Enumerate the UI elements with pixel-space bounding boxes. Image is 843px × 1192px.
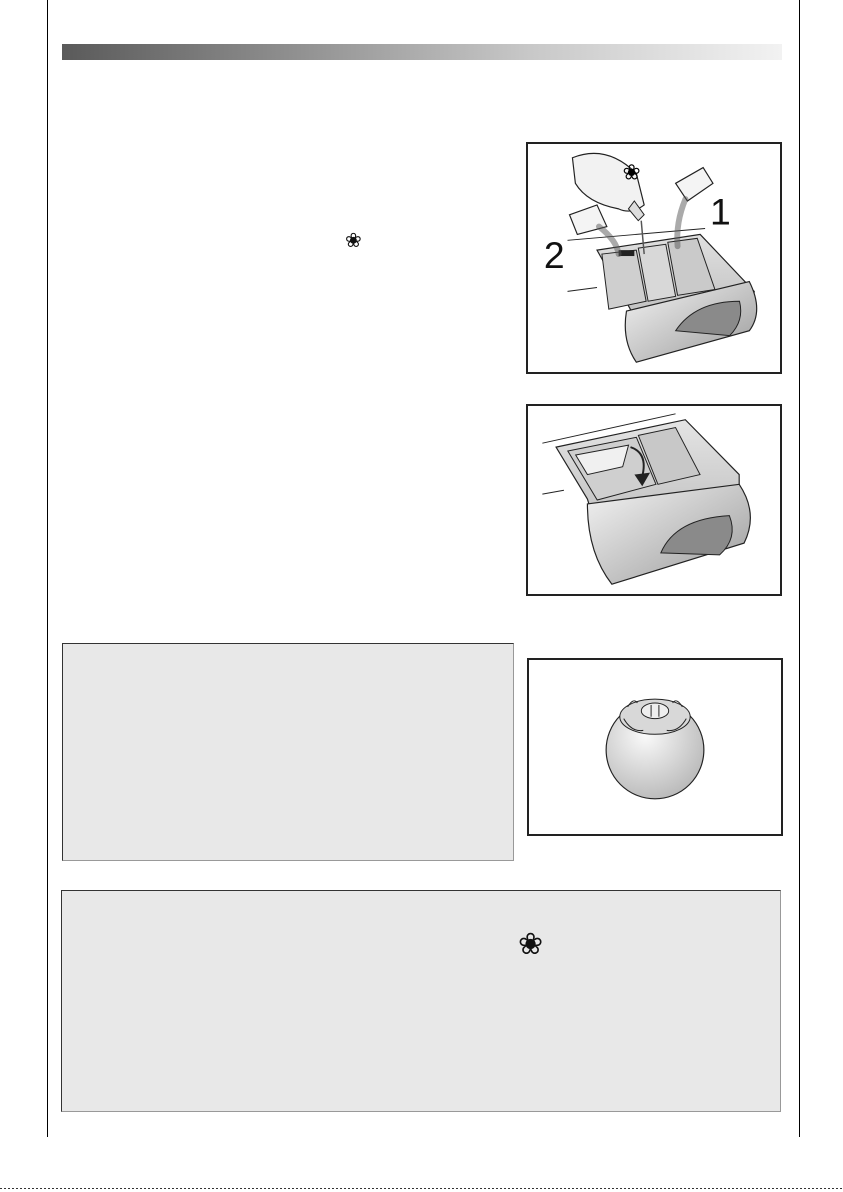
softener-flower-icon: ❀ [518,928,544,961]
figure-dispenser-filling [526,142,782,374]
section-header-bar [62,44,782,60]
softener-flower-icon: ❀ [622,160,641,186]
page-bottom-edge [0,1188,843,1189]
softener-flower-icon: ❀ [345,230,362,252]
crop-mark-right [799,0,800,1137]
compartment-label-1: 1 [710,190,731,233]
dispenser-filling-illustration [528,144,780,372]
figure-dosing-ball [527,658,783,836]
dosing-ball-illustration [529,660,781,834]
compartment-label-2: 2 [543,233,565,276]
crop-mark-left [47,0,48,1137]
figure-dispenser-insert [526,404,782,596]
note-box-softener [61,890,781,1112]
dispenser-insert-illustration [528,406,780,594]
note-box-dosing-ball [62,643,514,861]
